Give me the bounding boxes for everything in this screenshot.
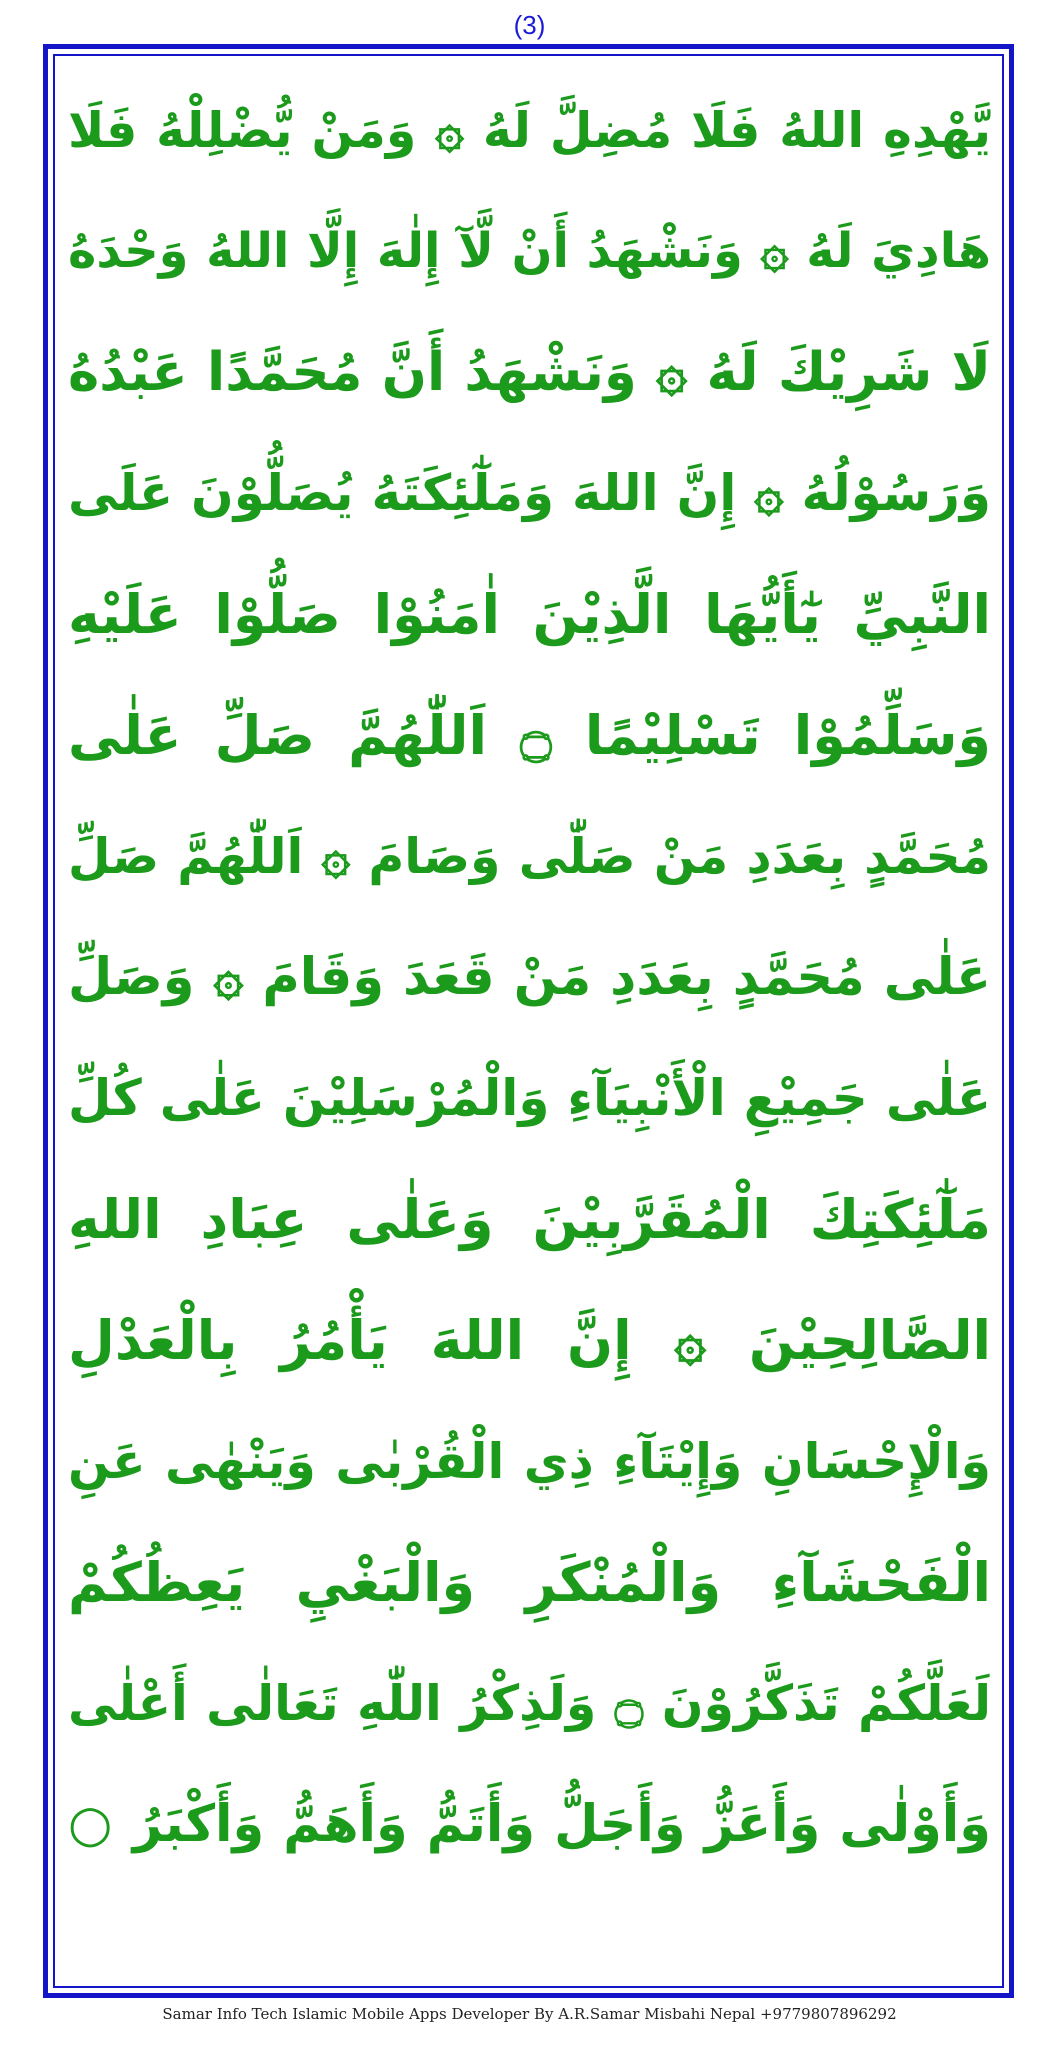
- text-line: وَرَسُوْلُهُ ۞ إِنَّ اللهَ وَمَلٰٓئِكَتَهُ يُصَلُّوْنَ عَلَى: [68, 464, 991, 522]
- arabic-text-block: [62, 70, 997, 1885]
- page-number: (3): [513, 10, 546, 40]
- text-line: لَعَلَّكُمْ تَذَكَّرُوْنَ ۝ وَلَذِكْرُ اللّٰهِ تَعَالٰى أَعْلٰى: [68, 1675, 992, 1732]
- text-line: وَسَلِّمُوْا تَسْلِيْمًا ۝ اَللّٰهُمَّ صَلِّ عَلٰى: [68, 704, 991, 767]
- text-line: وَأَوْلٰى وَأَعَزُّ وَأَجَلُّ وَأَتَمُّ وَأَهَمُّ وَأَكْبَرُ ○: [68, 1795, 991, 1854]
- text-line: مَلٰٓئِكَتِكَ الْمُقَرَّبِيْنَ وَعَلٰى عِبَادِ اللهِ: [68, 1188, 991, 1251]
- text-line: هَادِيَ لَهُ ۞ وَنَشْهَدُ أَنْ لَّآ إِلٰهَ إِلَّا اللهُ وَحْدَهُ: [68, 223, 991, 279]
- text-line: الصَّالِحِيْنَ ۞ إِنَّ اللهَ يَأْمُرُ بِالْعَدْلِ: [68, 1309, 991, 1372]
- text-line: عَلٰى مُحَمَّدٍ بِعَدَدِ مَنْ قَعَدَ وَقَامَ ۞ وَصَلِّ: [68, 948, 991, 1007]
- text-line: الْفَحْشَآءِ وَالْمُنْكَرِ وَالْبَغْيِ يَعِظُكُمْ: [68, 1551, 991, 1614]
- text-line: وَالْإِحْسَانِ وَإِيْتَآءِ ذِي الْقُرْبٰى وَيَنْهٰى عَنِ: [68, 1433, 991, 1490]
- text-line: عَلٰى جَمِيْعِ الْأَنْبِيَآءِ وَالْمُرْسَلِيْنَ عَلٰى كُلِّ: [68, 1069, 991, 1127]
- text-line: يَّهْدِهِ اللهُ فَلَا مُضِلَّ لَهُ ۞ وَمَنْ يُّضْلِلْهُ فَلَا: [68, 102, 991, 159]
- text-line: لَا شَرِيْكَ لَهُ ۞ وَنَشْهَدُ أَنَّ مُحَمَّدًا عَبْدُهُ: [68, 342, 991, 403]
- text-line: مُحَمَّدٍ بِعَدَدِ مَنْ صَلّٰى وَصَامَ ۞ اَللّٰهُمَّ صَلِّ: [68, 828, 991, 885]
- text-line: النَّبِيِّ يٰٓأَيُّهَا الَّذِيْنَ اٰمَنُوْا صَلُّوْا عَلَيْهِ: [68, 583, 991, 646]
- footer-credit: Samar Info Tech Islamic Mobile Apps Developer By A.R.Samar Misbahi Nepal +9779807896292: [162, 2005, 897, 2023]
